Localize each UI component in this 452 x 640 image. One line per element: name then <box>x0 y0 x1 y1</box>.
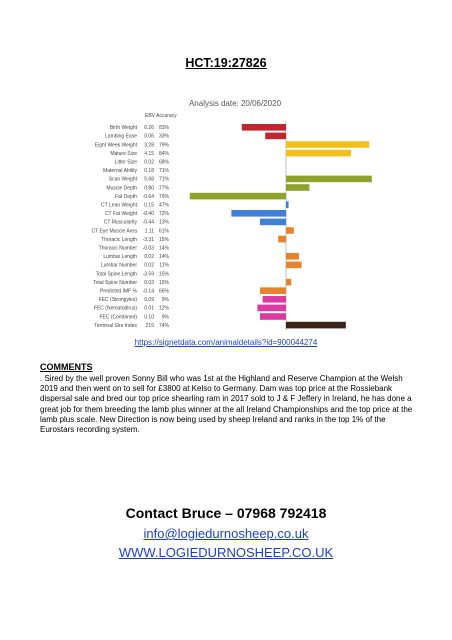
animal-details-link[interactable]: https://signetdata.com/animaldetails?id=900044274 <box>134 338 318 347</box>
trait-label: Total Spine Length <box>95 271 137 278</box>
accuracy-value: 15% <box>158 271 169 278</box>
ebv-bar <box>286 141 369 148</box>
contact-line: Contact Bruce – 07968 792418 <box>125 505 327 521</box>
accuracy-value: 15% <box>158 279 169 286</box>
accuracy-value: 72% <box>158 211 169 218</box>
ebv-value: -3.31 <box>142 236 154 243</box>
trait-label: Birth Weight <box>109 125 137 132</box>
ebv-bar <box>265 133 286 140</box>
trait-label: Lumbar Number <box>100 262 137 269</box>
ebv-value: -0.14 <box>142 288 154 295</box>
trait-label: FEC (Strongyles) <box>98 297 137 304</box>
trait-label: CT Muscularity <box>103 219 137 226</box>
ebv-value: -0.64 <box>142 193 154 200</box>
accuracy-value: 74% <box>158 322 169 329</box>
accuracy-value: 68% <box>158 159 169 166</box>
trait-label: FEC (Nematodirus) <box>93 305 137 312</box>
trait-label: Lambing Ease <box>105 133 137 140</box>
ebv-bar <box>260 219 286 226</box>
accuracy-value: 15% <box>158 236 169 243</box>
accuracy-value: 14% <box>158 245 169 252</box>
trait-label: CT Lean Weight <box>101 202 137 209</box>
document-title: HCT:19:27826 <box>185 56 267 70</box>
accuracy-value: 71% <box>158 168 169 175</box>
ebv-bar <box>286 262 302 269</box>
ebv-bar <box>231 210 286 217</box>
trait-label: Maternal Ability <box>103 168 137 175</box>
ebv-bar <box>286 176 372 183</box>
ebv-bar <box>286 322 346 329</box>
ebv-bar <box>286 279 291 286</box>
ebv-value: 0.03 <box>144 279 154 286</box>
ebv-bar <box>242 124 286 131</box>
accuracy-value: 47% <box>158 202 169 209</box>
ebv-bar <box>286 253 299 260</box>
ebv-value: 0.02 <box>144 159 154 166</box>
trait-label: CT Eye Muscle Area <box>91 228 137 235</box>
trait-label: Fat Depth <box>115 193 137 200</box>
accuracy-value: 33% <box>158 133 169 140</box>
ebv-value: 5.68 <box>144 176 154 183</box>
trait-label: FEC (Combined) <box>99 314 137 321</box>
ebv-value: 0.02 <box>144 254 154 261</box>
trait-label: Terminal Sire Index <box>94 322 137 329</box>
ebv-bar <box>260 313 286 320</box>
ebv-value: 4.15 <box>144 150 154 157</box>
trait-label: Predicted IMF % <box>100 288 137 295</box>
email-link[interactable]: info@logiedurnosheep.co.uk <box>143 526 309 541</box>
accuracy-value: 79% <box>158 193 169 200</box>
accuracy-value: 77% <box>158 185 169 192</box>
ebv-value: 215 <box>145 322 154 329</box>
ebv-value: -3.59 <box>142 271 154 278</box>
trait-label: Scan Weight <box>108 176 137 183</box>
ebv-value: -0.40 <box>142 211 154 218</box>
ebv-value: 0.02 <box>144 262 154 269</box>
comments-heading: COMMENTS <box>40 362 93 372</box>
accuracy-value: 12% <box>158 305 169 312</box>
ebv-bar <box>278 236 286 243</box>
ebv-value: 3.28 <box>144 142 154 149</box>
trait-label: Total Spine Number <box>93 279 137 286</box>
ebv-bar <box>286 227 294 234</box>
trait-label: Mature Size <box>110 150 137 157</box>
trait-label: Litter Size <box>114 159 137 166</box>
ebv-bar <box>257 305 286 312</box>
accuracy-value: 9% <box>161 314 169 321</box>
accuracy-value: 14% <box>158 254 169 261</box>
trait-label: CT Fat Weight <box>104 211 137 218</box>
accuracy-value: 66% <box>158 288 169 295</box>
accuracy-value: 61% <box>158 228 169 235</box>
accuracy-value: 84% <box>158 150 169 157</box>
trait-label: Thoracic Length <box>101 236 137 243</box>
trait-label: Thoracic Number <box>98 245 137 252</box>
website-link[interactable]: WWW.LOGIEDURNOSHEEP.CO.UK <box>118 545 334 560</box>
accuracy-value: 79% <box>158 142 169 149</box>
accuracy-value: 13% <box>158 219 169 226</box>
ebv-bar <box>190 193 286 200</box>
accuracy-value: 9% <box>161 297 169 304</box>
ebv-bar <box>286 150 351 157</box>
ebv-value: 0.26 <box>144 125 154 132</box>
accuracy-header: EBV Accuracy <box>145 113 177 119</box>
ebv-value: 0.06 <box>144 133 154 140</box>
ebv-value: 1.11 <box>144 228 154 235</box>
ebv-chart <box>40 90 410 330</box>
ebv-bar <box>286 201 289 208</box>
trait-label: Muscle Depth <box>106 185 137 192</box>
ebv-value: -0.03 <box>142 245 154 252</box>
ebv-value: -0.44 <box>142 219 154 226</box>
chart-title: Analysis date: 20/06/2020 <box>188 99 282 108</box>
ebv-value: 0.80 <box>144 185 154 192</box>
ebv-value: 0.09 <box>144 297 154 304</box>
accuracy-value: 11% <box>159 262 169 269</box>
trait-label: Eight Week Weight <box>94 142 137 149</box>
comments-text: . Sired by the well proven Sonny Bill who was 1st at the Highland and Reserve Champion at the Welsh 2019 and then went on to sell for £3800 at Kelso to Germany. Dam was top price at the Rossiebank dispersal sale and bred our top price shearling ram in 2017 sold to J & F Jeffery in Ireland, he has done a great job for them breeding the lamb plus winner at the all Ireland Championships and the top price at the lamb plus scale. New Direction is now being used by sheep Ireland and ranks in the top 1% of the Eurostars recording system. <box>40 374 413 435</box>
ebv-value: 0.10 <box>144 314 154 321</box>
ebv-value: 0.15 <box>144 202 154 209</box>
ebv-bar <box>286 184 309 191</box>
trait-label: Lumbar Length <box>103 254 137 261</box>
accuracy-value: 71% <box>158 176 169 183</box>
ebv-value: 0.01 <box>144 305 154 312</box>
ebv-bar <box>263 296 286 303</box>
accuracy-value: 83% <box>158 125 169 132</box>
ebv-bar <box>260 287 286 294</box>
ebv-value: 0.18 <box>144 168 154 175</box>
